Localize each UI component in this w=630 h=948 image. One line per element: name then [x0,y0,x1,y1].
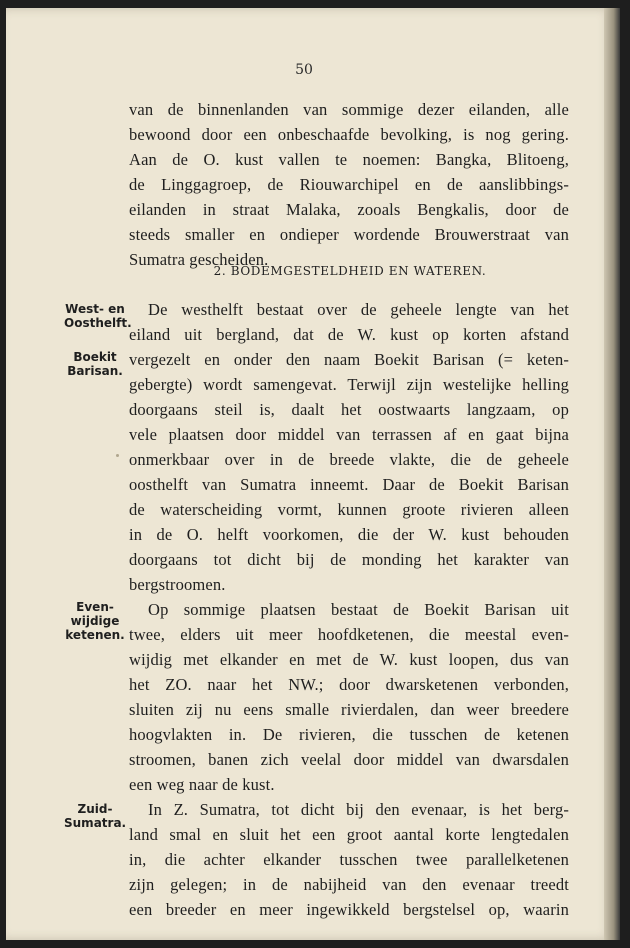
text-line: van de binnenlanden van sommige dezer eilanden, alle [129,100,569,119]
text-line: in, die achter elkander tusschen twee parallelketenen [129,850,569,869]
text-line: steeds smaller en ondieper wordende Brouwerstraat van [129,225,569,244]
page-gutter [604,8,620,940]
text-line: een breeder en meer ingewikkeld bergstelsel op, waarin [129,900,569,919]
text-line: een weg naar de kust. [129,775,275,794]
text-line: gebergte) wordt samengevat. Terwijl zijn westelijke helling [129,375,569,394]
text-line: de Linggagroep, de Riouwarchipel en de aanslibbings- [129,175,569,194]
margin-note: Even-wijdige ketenen. [65,600,125,642]
text-line: Sumatra gescheiden. [129,250,269,269]
text-line: het ZO. naar het NW.; door dwarsketenen verbonden, [129,675,569,694]
margin-note: Boekit Barisan. [67,350,123,378]
text-line: vergezelt en onder den naam Boekit Barisan (= keten- [129,350,569,369]
text-line: Aan de O. kust vallen te noemen: Bangka, Blitoeng, [129,150,569,169]
text-line: vele plaatsen door middel van terrassen af en gaat bijna [129,425,569,444]
text-line: In Z. Sumatra, tot dicht bij den evenaar, is het berg- [148,800,569,819]
text-line: hoogvlakten in. De rivieren, die tusschen de ketenen [129,725,569,744]
text-line: De westhelft bestaat over de geheele lengte van het [148,300,569,319]
text-line: twee, elders uit meer hoofdketenen, die meestal even- [129,625,569,644]
text-line: Op sommige plaatsen bestaat de Boekit Barisan uit [148,600,569,619]
text-line: land smal en sluit het een groot aantal korte lengtedalen [129,825,569,844]
text-line: in de O. helft voorkomen, die der W. kust behouden [129,525,569,544]
ink-speck [116,454,119,457]
page-number: 50 [295,62,313,78]
text-line: zijn gelegen; in de nabijheid van den evenaar treedt [129,875,569,894]
section-heading: 2. BODEMGESTELDHEID EN WATEREN. [213,264,487,278]
margin-note: West- en Oosthelft. [64,302,132,330]
text-line: doorgaans steil is, daalt het oostwaarts langzaam, op [129,400,569,419]
text-line: eilanden in straat Malaka, zooals Bengkalis, door de [129,200,569,219]
text-line: bergstroomen. [129,575,226,594]
text-line: sluiten zij nu eens smalle rivierdalen, dan weer breedere [129,700,569,719]
text-line: stroomen, banen zich veelal door middel van dwarsdalen [129,750,569,769]
text-line: oosthelft van Sumatra inneemt. Daar de Boekit Barisan [129,475,569,494]
text-line: eiland uit bergland, dat de W. kust op korten afstand [129,325,569,344]
text-line: onmerkbaar over in de breede vlakte, die de geheele [129,450,569,469]
text-line: bewoond door een onbeschaafde bevolking, is nog gering. [129,125,569,144]
margin-note: Zuid-Sumatra. [64,802,127,830]
text-line: de waterscheiding vormt, kunnen groote rivieren alleen [129,500,569,519]
text-line: doorgaans tot dicht bij de monding het karakter van [129,550,569,569]
text-line: wijdig met elkander en met de W. kust loopen, dus van [129,650,569,669]
